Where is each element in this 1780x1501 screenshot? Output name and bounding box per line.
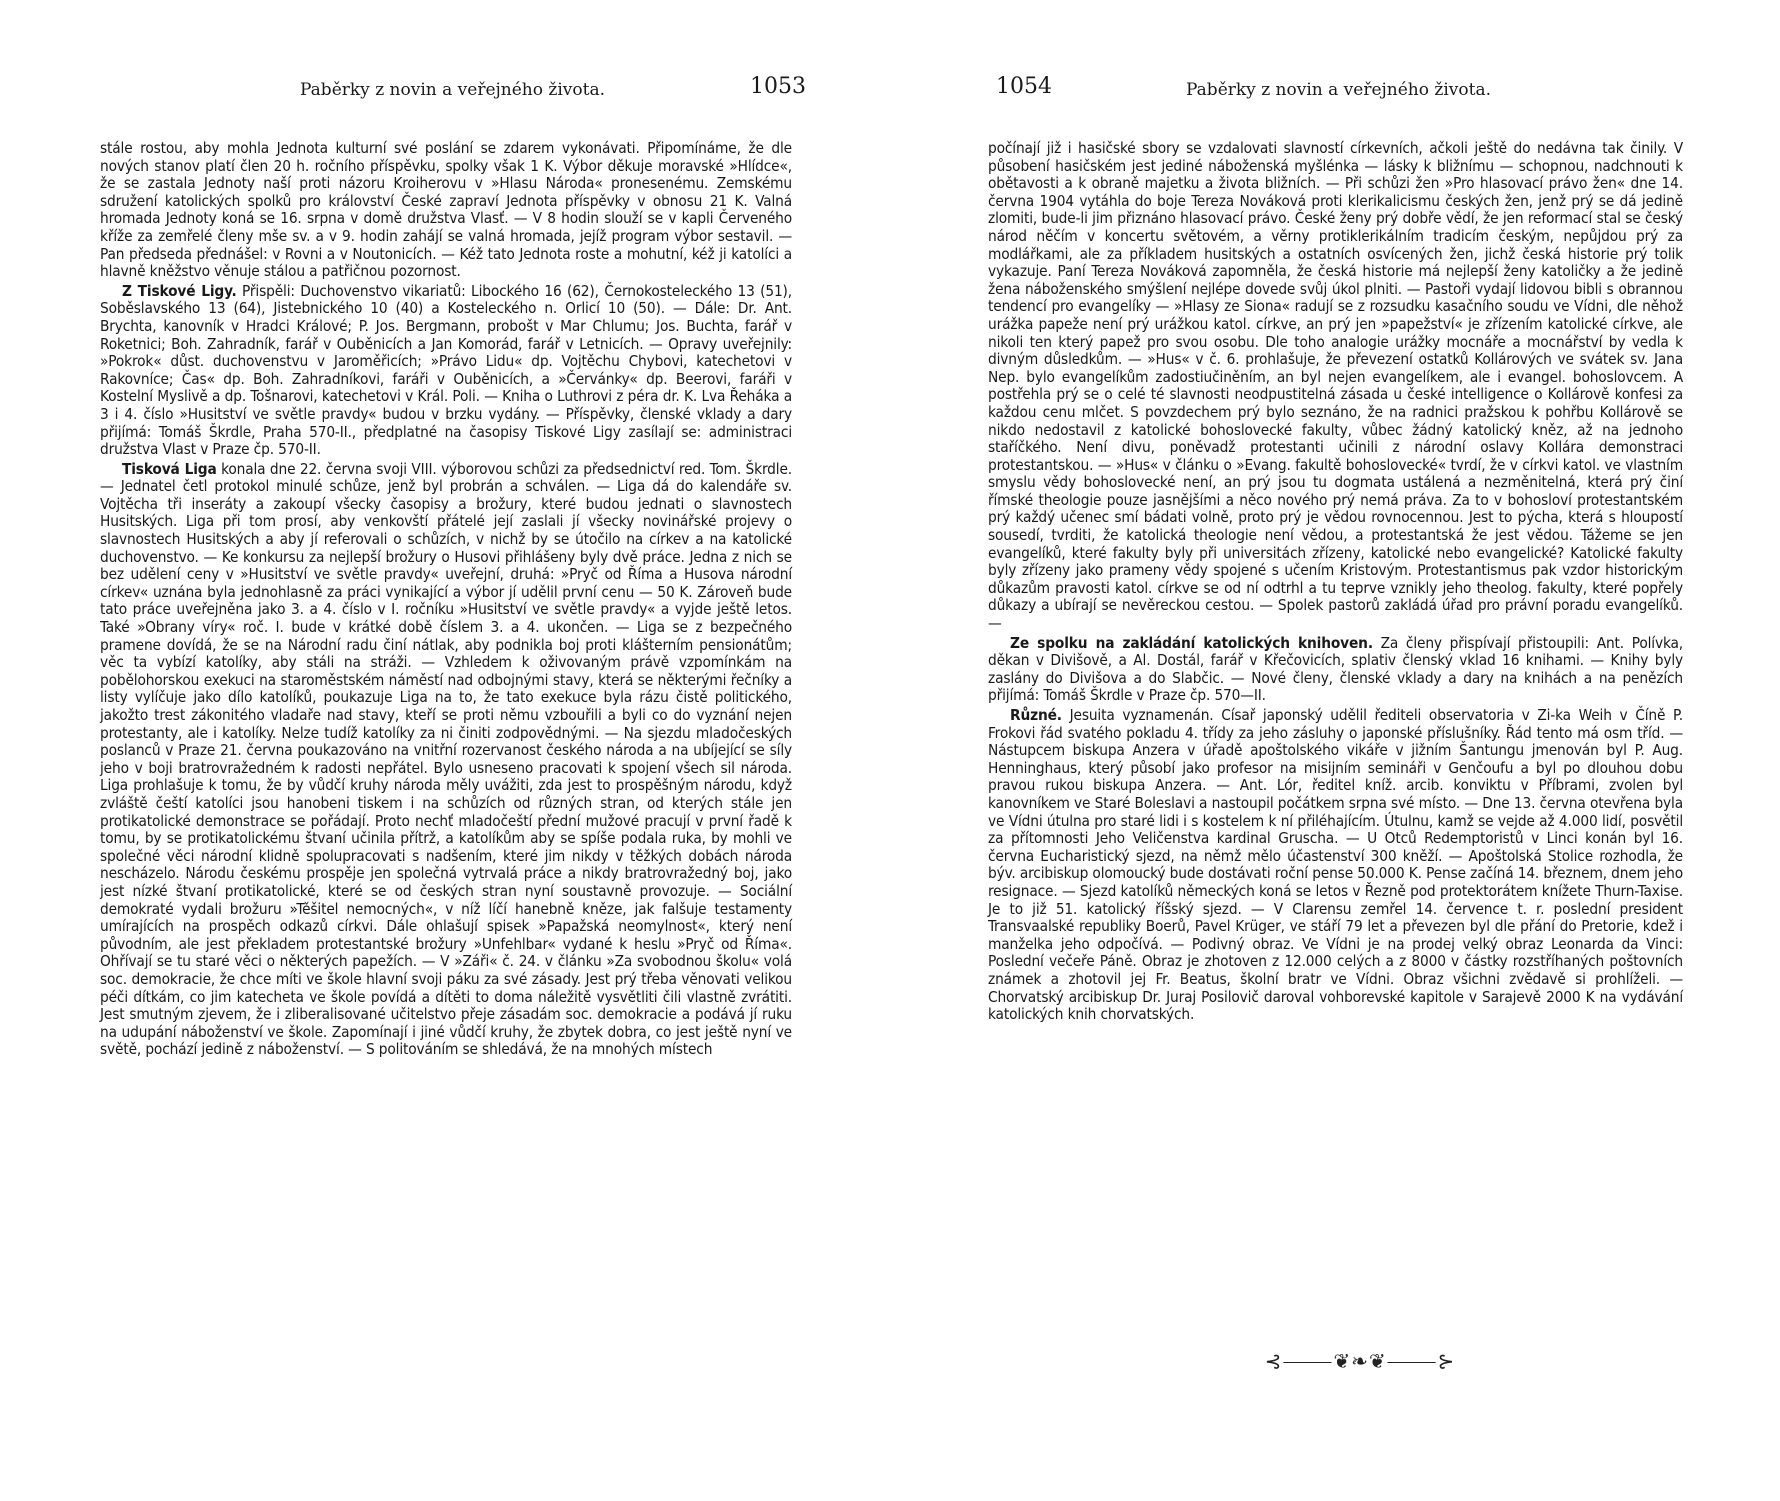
- section-heading: Různé.: [1010, 706, 1062, 724]
- paragraph-hasicske-sbory: počínají již i hasičské sbory se vzdalovati slavností církevních, ačkoli ještě do nedávna tak činily. V působení hasičském jest jediné náboženská myšlénka — lásky k bližnímu — schopnou, nadchnouti k obětavosti a k obraně majetku a života bližních. — Při schůzi žen »Pro hlasovací právo žen« dne 14. června 1904 vytáhla do boje Tereza Nováková proti klerikalicismu českých žen, jenž prý se dá jedině zlomiti, bude-li jim přiznáno hlasovací právo. České ženy prý dobře vědí, že jen reformací stal se český národ něčím v koncertu světovém, a věrny protiklerikálním tradicím českým, nepůjdou prý za modlářkami, ale za příkladem husitských a ostatních osvícených žen, jichž česká historie prý tolik vykazuje. Paní Tereza Nováková zapomněla, že česká historie má nejlepší ženy katoličky a že jedině žena náboženského smýšlení nejlépe dovede svůj úkol plniti. — Pastoři vydají lidovou bibli s obrannou tendencí pro evangelíky — »Hlasy ze Siona« radují se z rozsudku kasačního soudu ve Vídni, dle něhož urážka papeže není prý urážkou katol. církve, an prý jen »papežství« je zřízením katolické církve, ale nikoli ten který papež pro svou osobu. Dle toho analogie urážky mocnáře a mocnářství by vedla k divným důsledkům. — »Hus« v č. 6. prohlašuje, že převezení ostatků Kollárových ve svátek sv. Jana Nep. bylo evangelíkům zadostiučiněním, an byl nejen evangelíkem, ale i evangel. bohoslovcem. A postřehla prý se o celé té slavnosti neodpustitelná zásada u české intelligence o Kollárově konfesi za každou cenu mlčet. S povzdechem prý bylo seznáno, že na radnici pražskou k pohřbu Kollárově se nikdo nedostavil z katolické bohoslovecké fakulty, vůbec žádný katolický kněz, až na jednoho staříčkého. Není divu, poněvadž protestanti učinili z národní oslavy Kollára demonstraci protestantskou. — »Hus« v článku o »Evang. fakultě bohoslovecké« tvrdí, že v církvi katol. ve vlastním smyslu vědy bohoslovecké není, an prý jsou tu dogmata ustálená a nezměnitelná, která prý činí římské theologie pouze jasnějšími a něco nového prý nemá práva. Za to v bohosloví protestantském prý každý učenec smí bádati volně, proto prý je vědou rovnocennou. Jest to pýcha, která s hloupostí sousedí, tvrditi, že katolická theologie není vědou, a protestantská že jest vědou. Tážeme se jen evangelíků, které fakulty byly při universitách zřízeny, katolické nebo evangelické? Katolické fakulty byly zřízeny jako prameny vědy spojené s učením Kristovým. Protestantismus pak vzdor historickým důkazům pravosti katol. církve se od ní odtrhl a tu teprve vznikly jeho theolog. fakulty, které popřely důkazy a ubírají se nevěreckou cestou. — Spolek pastorů zakládá úřad pro právní poradu evangelíků. —: [988, 139, 1683, 633]
- paragraph-ruzne: [988, 707, 1683, 1024]
- paragraph-jednota: stále rostou, aby mohla Jednota kulturní své poslání se zdarem vykonávati. Připomínáme, že dle nových stanov platí člen 20 h. ročního příspěvku, spolky však 1 K. Výbor děkuje moravské »Hlídce«, že se zastala Jednoty naší proti názoru Kroiherovu v »Hlasu Národa« pronesenému. Zemskému sdružení katolických spolků pro království České zapraví Jednota příspěvky v obnosu 21 K. Valná hromada Jednoty koná se 16. srpna v domě družstva Vlasť. — V 8 hodin slouží se v kapli Červeného kříže za zemřelé členy mše sv. a v 9. hodin zahájí se valná hromada, jejíž program výbor sestavil. — Pan předseda přednášel: v Rovni a v Noutonicích. — Kéž tato Jednota roste a mohutní, kéž ji katolíci a hlavně kněžstvo věnuje stálou a patřičnou pozornost.: [100, 139, 792, 281]
- page-number: 1054: [996, 74, 1052, 99]
- paragraph-body: Za členy přispívají přistoupili: Ant. Polívka, děkan v Divišově, a Al. Dostál, farář v Křečovicích, splativ členský vklad 16 knihami. — Knihy byly zaslány do Divišova a do Slabčic. — Nové členy, členské vklady a dary na knihách a na penězích přijímá: Tomáš Škrdle v Praze čp. 570—II.: [988, 633, 1684, 705]
- section-heading: Z Tiskové Ligy.: [122, 281, 237, 300]
- running-title: Paběrky z novin a veřejného života.: [300, 80, 605, 100]
- paragraph-body: Jesuita vyznamenán. Císař japonský udělil řediteli observatoria v Zi-ka Weih v Číně P. Frokovi řád svatého pokladu 4. třídy za jeho zásluhy o japonské příslušníky. Řád tento má osm tříd. — Nástupcem biskupa Anzera v úřadě apoštolského vikáře v jižním Šantungu jmenován byl P. Aug. Henninghaus, který působí jako profesor na misijním semináři v Genčoufu a byl po dlouhou dobu pravou rukou biskupa Anzera. — Ant. Lór, ředitel kníž. arcib. konviktu v Příbrami, zvolen byl kanovníkem ve Staré Boleslavi a nastoupil počátkem srpna své místo. — Dne 13. června otevřena byla ve Vídni útulna pro staré lidi i s kostelem k ní přiléhajícím. Útulnu, kamž se vejde až 4.000 lidí, posvětil za přítomnosti Jeho Veličenstva kardinal Gruscha. — U Otců Redemptoristů v Linci konán byl 16. června Eucharistický sjezd, na němž mělo účastenství 300 kněží. — Apoštolská Stolice rozhodla, že býv. arcibiskup olomoucký bude dostávati roční pense 50.000 K. Pense začíná 14. březnem, dnem jeho resignace. — Sjezd katolíků německých koná se letos v Řezně pod protektorátem knížete Thurn-Taxise. Je to již 51. katolický říšský sjezd. — V Clarensu zemřel 14. července t. r. poslední president Transvaalské republiky Boerů, Pavel Krüger, ve stáří 79 let a převezen byl dle přání do Pretorie, kdež i manželka jeho odpočívá. — Podivný obraz. Ve Vídni je na prodej velký obraz Leonarda da Vinci: Poslední večeře Páně. Obraz je zhotoven z 12.000 celých a z 8000 v částky rozstříhaných poštovních známek a zhotovil jej Fr. Beatus, školní bratr ve Vídni. Obraz všichni zvědavě si prohlíželi. — Chorvatský arcibiskup Dr. Juraj Posilovič daroval vohborevské kapitole v Sarajevě 2000 K na vydávání katolických knih chorvatských.: [988, 706, 1683, 1024]
- section-heading: Ze spolku na zakládání katolických knihoven.: [1010, 633, 1373, 652]
- left-page-header: [0, 74, 890, 110]
- paragraph-tiskova-liga-donations: [100, 283, 792, 459]
- section-heading: Tisková Liga: [122, 459, 217, 478]
- page-number: 1053: [750, 74, 806, 99]
- running-title: Paběrky z novin a veřejného života.: [1186, 80, 1491, 100]
- paragraph-body: konala dne 22. června svoji VIII. výborovou schůzi za předsednictví red. Tom. Škrdle. — Jednatel četl protokol minulé schůze, jenž byl probrán a schválen. — Liga dá do kalendáře sv. Vojtěcha tři inseráty a zakoupí všecky časopisy a brožury, které budou jednati o slavnostech Husitských. Liga při tom prosí, aby venkovští přátelé její zaslali jí všecky novinářské projevy o slavnostech Husitských a aby jí referovali o schůzích, v nichž by se útočilo na církev a na katolické duchovenstvo. — Ke konkursu za nejlepší brožury o Husovi přihlášeny byly dvě práce. Jedna z nich se bez udělení ceny v »Husitství ve světle pravdy« uveřejní, druhá: »Pryč od Říma a Husova národní církev« uznána byla jednohlasně za práci vynikající a výbor jí udělil první cenu — 50 K. Zároveň bude tato práce uveřejněna jako 3. a 4. číslo v I. ročníku »Husitství ve světle pravdy« a vyjde ještě letos. Také »Obrany víry« roč. I. bude v krátké době číslem 3. a 4. ukončen. — Liga se z bezpečného pramene dovídá, že se na Národní radu činí nátlak, aby podnikla boj proti klášterním pensionátům; věc ta vybízí katolíky, aby stáli na stráži. — Vzhledem k oživovaným právě vzpomínkám na pobělohorskou exekuci na staroměstském náměstí nad odbojnými stavy, která se některými řečníky a listy vylíčuje jako dílo katolíků, poukazuje Liga na to, že tato exekuce byla rázu čistě politického, jakožto trest zákonitého vladaře nad stavy, kteří se proti němu vzbouřili a byli co do vyznání nejen protestanty, ale i katolíky. Nelze tudíž katolíky za ni činiti zodpovědnými. — Na sjezdu mladočeských poslanců v Praze 21. června poukazováno na vnitřní rozervanost českého národa a na ubíjející se síly jeho v boji bratrovražedném k radosti nepřátel. Bylo usneseno pracovati k spojení všech sil národa. Liga prohlašuje k tomu, že by vůdčí kruhy národa měly uvážiti, zda jest to prospěšným národu, když zvláště čeští katolíci jsou hanobeni tiskem i na schůzích od různých stran, od kterých stále jen protikatolické demonstrace se pořádají. Proto nechť mladočeští přední mužové pracují v první řadě k tomu, by se protikatolickému štvaní učinila přítrž, a katolíkům aby se spíše podala ruka, by mohli ve společné věci národní klidně spolupracovati s nadšením, které jim nikdy v těžkých dobách národa nescházelo. Národu českému prospěje jen společná vytrvalá práce a nikdy bratrovražedný boj, jako jest nízké štvaní protikatolické, které se od českých stran nyní soustavně provozuje. — Sociální demokraté vydali brožuru »Těšitel nemocných«, v níž líčí hanebně kněze, jak falšuje testamenty umírajících na prospěch odkazů církvi. Dále ohlašují spisek »Papažská neomylnost«, který není původním, ale jest překladem protestantské brožury »Unfehlbar« vydané k heslu »Pryč od Říma«. Ohřívají se tu staré věci o některých papežích. — V »Záři« č. 24. v článku »Za svobodnou školu« volá soc. demokracie, že chce míti ve škole hlavní svoji páku za své zásady. Jest prý třeba věnovati velikou péči dítkám, co jim katecheta ve škole povídá a dítěti to doma náležitě vysvětliti čili vlastně zvrátiti. Jest smutným zjevem, že i zliberalisované učitelstvo přeje zásadám soc. demokracie a podává jí ruku na udupání náboženství ve škole. Zapomínají i jiné vůdčí kruhy, že zbytek dobra, co jest ještě nyní ve světě, pochází jedině z náboženství. — S politováním se shledává, že na mnohých místech: [100, 459, 792, 1059]
- right-text-column: [988, 140, 1683, 1024]
- paragraph-knihovny: [988, 635, 1683, 705]
- paragraph-body: Přispěli: Duchovenstvo vikariatů: Libockého 16 (62), Černokosteleckého 13 (51), Soběslavského 13 (64), Jistebnického 10 (40) a Kosteleckého n. Orlicí 10 (50). — Dále: Dr. Ant. Brychta, kanovník v Hradci Králové; P. Jos. Bergmann, probošt v Mar Chlumu; Jos. Buchta, farář v Roketnici; Boh. Zahradník, farář v Ouběnicích a Jan Komorád, farář v Letnicích. — Opravy uveřejnily: »Pokrok« důst. duchovenstvu v Jaroměřicích; »Právo Lidu« dp. Vojtěchu Chybovi, katechetovi v Rakovníce; Čas« dp. Boh. Zahradníkovi, faráři v Ouběnicích, a »Červánky« dp. Beerovi, faráři v Kostelní Myslivě a dp. Tošnarovi, katechetovi v Král. Poli. — Kniha o Luthrovi z péra dr. K. Lva Řeháka a 3 i 4. číslo »Husitství ve světle pravdy« budou v brzku vydány. — Příspěvky, členské vklady a dary přijímá: Tomáš Škrdle, Praha 570-II., předplatné na časopisy Tiskové Ligy zasílají se: administraci družstva Vlast v Praze čp. 570-II.: [100, 281, 792, 459]
- right-page-header: [890, 74, 1780, 110]
- right-page: [890, 0, 1780, 1501]
- left-text-column: [100, 140, 792, 1059]
- paragraph-tiskova-liga-meeting: [100, 461, 792, 1059]
- ornament-divider: ⊰⸻❦❧❦⸻⊱: [1264, 1349, 1456, 1373]
